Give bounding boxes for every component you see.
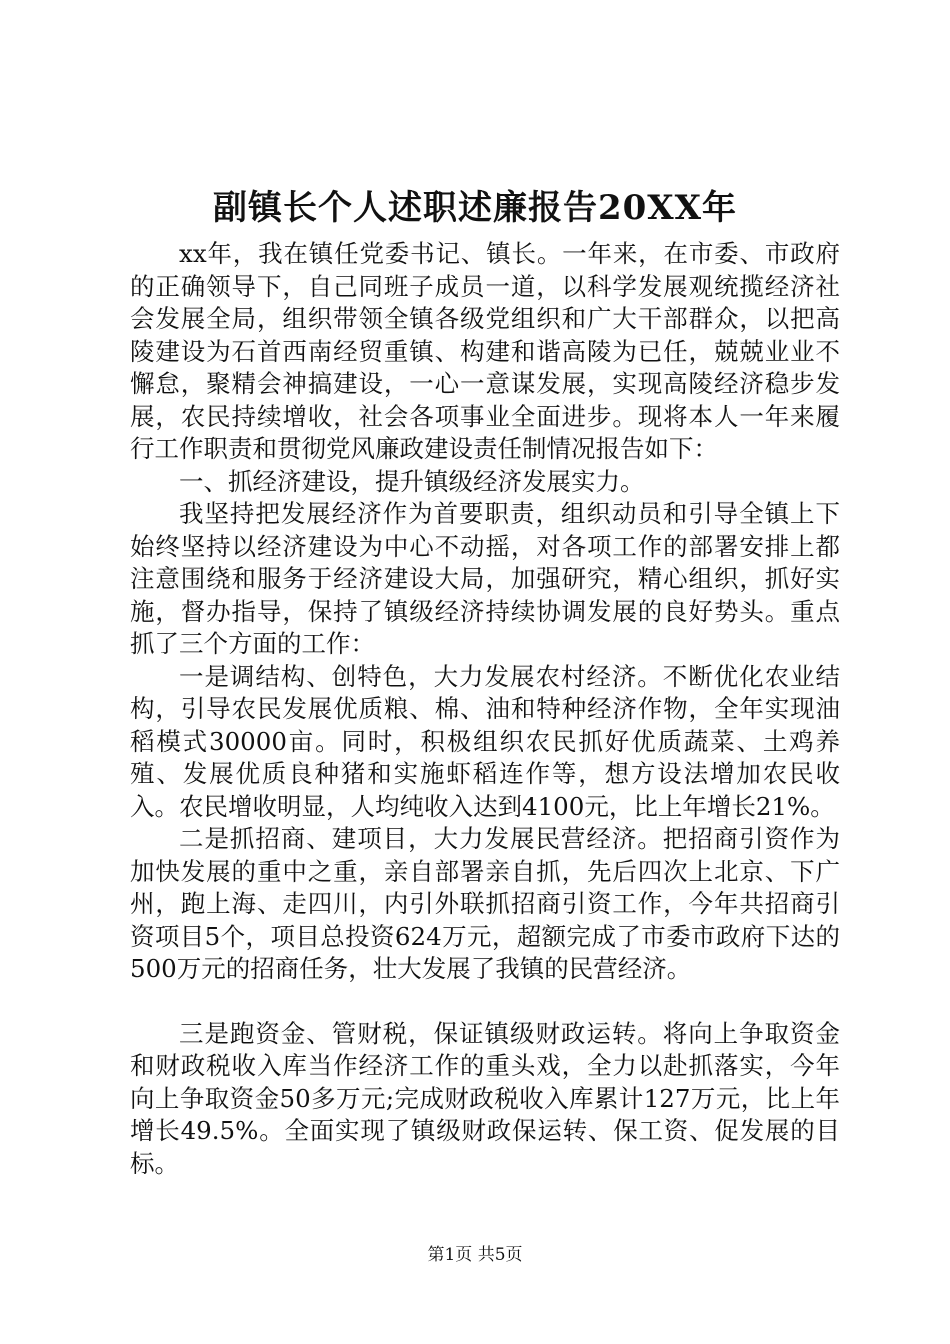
paragraph-investment: 二是抓招商、建项目，大力发展民营经济。把招商引资作为加快发展的重中之重，亲自部署亲自抓，先后四次上北京、下广州，跑上海、走四川，内引外联抓招商引资工作，今年共招商引资项目5个，项目总投资624万元，超额完成了市委市政府下达的500万元的招商任务，壮大发展了我镇的民营经济。	[130, 824, 840, 983]
paragraph-economy: 我坚持把发展经济作为首要职责，组织动员和引导全镇上下始终坚持以经济建设为中心不动摇，对各项工作的部署安排上都注意围绕和服务于经济建设大局，加强研究，精心组织，抓好实施，督办指导，保持了镇级经济持续协调发展的良好势头。重点抓了三个方面的工作：	[130, 499, 840, 658]
paragraph-agriculture: 一是调结构、创特色，大力发展农村经济。不断优化农业结构，引导农民发展优质粮、棉、油和特种经济作物，全年实现油稻模式30000亩。同时，积极组织农民抓好优质蔬菜、土鸡养殖、发展优质良种猪和实施虾稻连作等，想方设法增加农民收入。农民增收明显，人均纯收入达到4100元，比上年增长21%。	[130, 661, 840, 821]
paragraph-finance: 三是跑资金、管财税，保证镇级财政运转。将向上争取资金和财政税收入库当作经济工作的重头戏，全力以赴抓落实，今年向上争取资金50多万元;完成财政税收入库累计127万元，比上年增长49.5%。全面实现了镇级财政保运转、保工资、促发展的目标。	[130, 1018, 840, 1178]
paragraph-intro: xx年，我在镇任党委书记、镇长。一年来，在市委、市政府的正确领导下，自己同班子成员一道，以科学发展观统揽经济社会发展全局，组织带领全镇各级党组织和广大干部群众，以把高陵建设为石首西南经贸重镇、构建和谐高陵为已任，兢兢业业不懈怠，聚精会神搞建设，一心一意谋发展，实现高陵经济稳步发展，农民持续增收，社会各项事业全面进步。现将本人一年来履行工作职责和贯彻党风廉政建设责任制情况报告如下：	[130, 239, 840, 463]
page-number-footer: 第1页 共5页	[427, 1245, 523, 1265]
document-body	[130, 238, 840, 1180]
document-title: 副镇长个人述职述廉报告20XX年	[212, 188, 738, 228]
paragraph-section-heading: 一、抓经济建设，提升镇级经济发展实力。	[179, 466, 645, 496]
